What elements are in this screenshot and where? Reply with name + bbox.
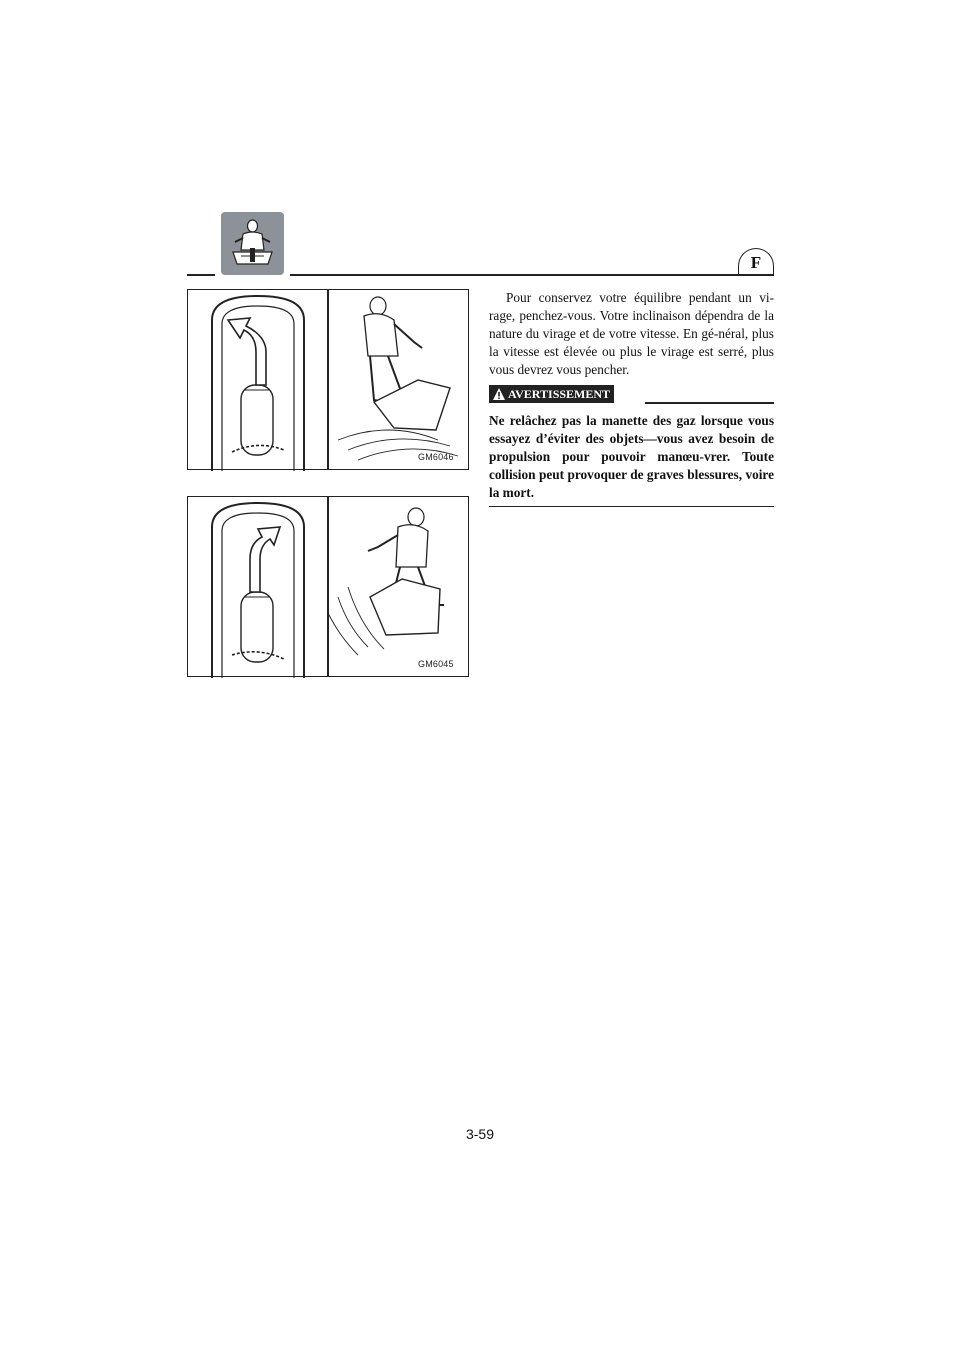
header-rule-right: [290, 274, 774, 276]
figure-turn-right: [187, 496, 469, 677]
rider-turning-right-illustration: [188, 497, 470, 678]
warning-label: AVERTISSEMENT: [508, 387, 611, 401]
warning-triangle-icon: [492, 387, 506, 401]
jet-ski-rider-icon: [221, 212, 284, 275]
figure-code: GM6045: [418, 659, 454, 669]
warning-rule: [645, 402, 774, 404]
header-rule-left: [187, 274, 215, 276]
body-paragraph: Pour conservez votre équilibre pendant un vi-rage, penchez-vous. Votre inclinaison dépendra de la nature du virage et de votre vitesse. En gé-néral, plus la vitesse est élevée ou plus le virage est serré, plus vous devrez vous pencher.: [489, 290, 774, 377]
figure-turn-left: [187, 289, 469, 470]
rider-turning-left-illustration: [188, 290, 470, 471]
language-badge: F: [738, 248, 774, 274]
figure-code: GM6046: [418, 452, 454, 462]
page-number: 3-59: [465, 1126, 495, 1142]
warning-header: [489, 385, 774, 403]
warning-text: Ne relâchez pas la manette des gaz lorsque vous essayez d’éviter des objets—vous avez besoin de propulsion pour pouvoir manœu-vrer. Toute collision peut provoquer de graves blessures, voire la mort.: [489, 412, 774, 507]
text-column: [489, 289, 774, 507]
warning-badge: [489, 385, 614, 403]
